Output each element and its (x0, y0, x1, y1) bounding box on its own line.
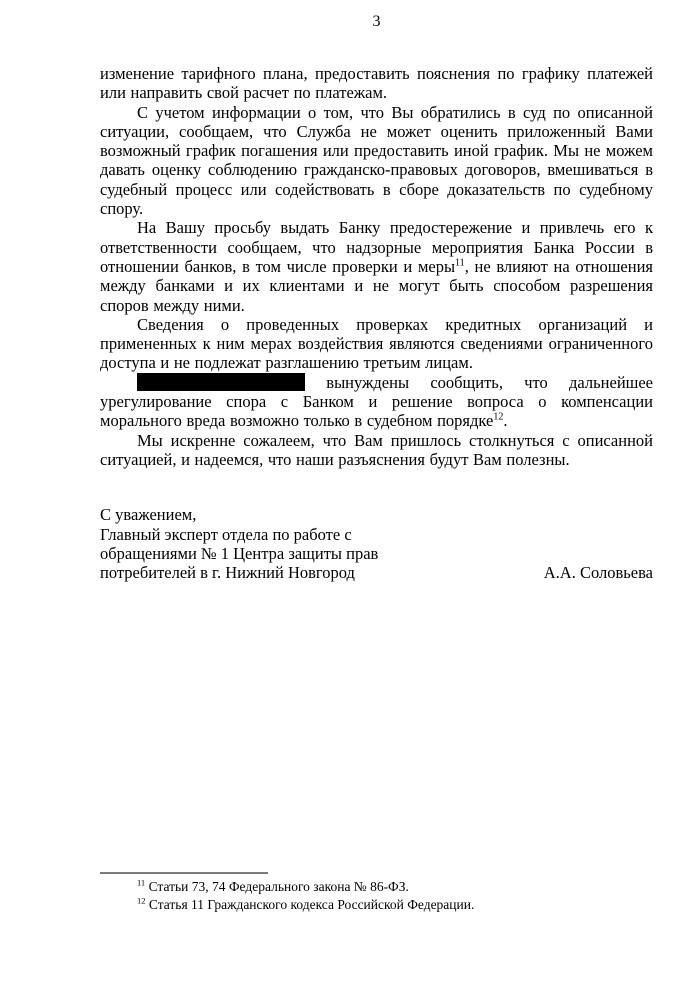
signature-title-line: обращениями № 1 Центра защиты прав (100, 543, 379, 563)
footnote-reference: 12 (493, 411, 504, 423)
signature-closing: С уважением, (100, 505, 197, 525)
footnotes-list (100, 878, 653, 914)
paragraph: Мы искренне сожалеем, что Вам пришлось столкнуться с описанной ситуацией, и надеемся, что наши разъяснения будут Вам полезны. (100, 430, 653, 469)
signature-block (100, 505, 653, 582)
footnote: $^{12}$ Статья 11 Гражданского кодекса Российской Федерации. (137, 895, 475, 912)
paragraph: Сведения о проведенных проверках кредитных организаций и примененных к ним мерах воздействия являются сведениями ограниченного доступа и не подлежат разглашению третьим лицам. (100, 314, 653, 373)
letter-body (100, 64, 653, 582)
signature-name: А.А. Соловьева (543, 563, 653, 583)
signature-title (100, 525, 378, 583)
letter-paragraphs (100, 64, 653, 469)
paragraph: изменение тарифного плана, предоставить пояснения по графику платежей или направить свой расчет по платежам. (100, 64, 653, 103)
footnote-separator-rule (100, 872, 268, 874)
signature-title-line: потребителей в г. Нижний Новгород (100, 563, 355, 583)
footnote-area (100, 872, 653, 914)
redaction-box (137, 373, 305, 391)
footnote-marker: 11 (137, 877, 146, 888)
paragraph: На Вашу просьбу выдать Банку предостережение и привлечь его к ответственности сообщаем, что надзорные мероприятия Банка России в отношении банков, в том числе проверки и меры$^{11}$, не влияют на отношения между банками и их клиентами и не могут быть способом разрешения споров между ними. (100, 218, 653, 315)
paragraph: С учетом информации о том, что Вы обратились в суд по описанной ситуации, сообщаем, что Служба не может оценить приложенный Вами возможный график погашения или предоставить иной график. Мы не можем давать оценку соблюдению гражданско-правовых договоров, вмешиваться в судебный процесс или содействовать в сборе доказательств по судебному спору. (100, 102, 653, 219)
signature-row (100, 525, 653, 583)
paragraph: вынуждены сообщить, что дальнейшее урегулирование спора с Банком и решение вопроса о компенсации морального вреда возможно только в судебном порядке$^{12}$. (100, 372, 653, 431)
footnote: $^{11}$ Статьи 73, 74 Федерального закона № 86-ФЗ. (137, 877, 409, 894)
footnote-marker: 12 (137, 895, 146, 906)
footnote-reference: 11 (455, 257, 465, 269)
signature-title-line: Главный эксперт отдела по работе с (100, 524, 352, 544)
page-number: 3 (372, 13, 381, 30)
